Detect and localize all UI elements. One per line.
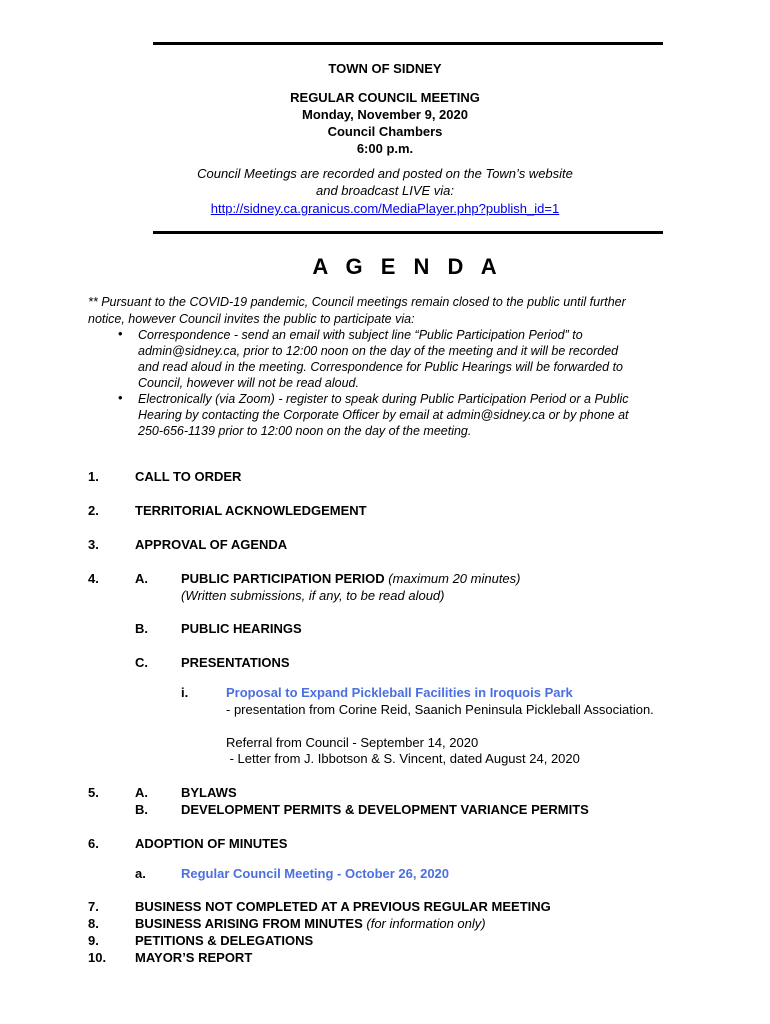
item-number: 2. (88, 503, 99, 518)
agenda-title: A G E N D A (312, 254, 503, 279)
presentation-detail: - presentation from Corine Reid, Saanich Peninsula Pickleball Association. (226, 702, 654, 717)
header-divider (153, 231, 663, 234)
item-number: 1. (88, 469, 99, 484)
item-number: 4. (88, 571, 99, 586)
item-number: 8. (88, 916, 99, 931)
bullet-marker: • (118, 390, 123, 405)
business-arising-label: BUSINESS ARISING FROM MINUTES (135, 916, 363, 931)
item-number: 9. (88, 933, 99, 948)
recorded-notice-line2: and broadcast LIVE via: (315, 183, 455, 198)
sub-letter: A. (135, 571, 148, 586)
broadcast-link[interactable]: http://sidney.ca.granicus.com/MediaPlayer.php?publish_id=1 (210, 201, 560, 216)
bullet-correspondence-line1: Correspondence - send an email with subject line “Public Participation Period” to (138, 328, 583, 342)
item-presentations: PRESENTATIONS (181, 655, 290, 670)
item-public-participation (181, 571, 521, 586)
item-petitions-delegations: PETITIONS & DELEGATIONS (135, 933, 314, 948)
sub-letter: C. (135, 655, 148, 670)
bullet-electronic-line1: Electronically (via Zoom) - register to speak during Public Participation Period or a Public (138, 392, 629, 406)
bullet-electronic-line3: 250-656-1139 prior to 12:00 noon on the day of the meeting. (138, 424, 472, 438)
item-approval-of-agenda: APPROVAL OF AGENDA (135, 537, 288, 552)
pickleball-proposal-link[interactable]: Proposal to Expand Pickleball Facilities in Iroquois Park (226, 685, 573, 700)
meeting-time: 6:00 p.m. (356, 141, 414, 156)
bullet-marker: • (118, 326, 123, 341)
item-mayors-report: MAYOR’S REPORT (135, 950, 253, 965)
public-participation-note: (maximum 20 minutes) (388, 571, 521, 586)
sub-letter: B. (135, 802, 148, 817)
sub-letter: a. (135, 866, 146, 881)
covid-notice-line1: ** Pursuant to the COVID-19 pandemic, Council meetings remain closed to the public until further (88, 295, 626, 309)
sub-letter: B. (135, 621, 148, 636)
referral-line: Referral from Council - September 14, 2020 (226, 735, 479, 750)
town-name: TOWN OF SIDNEY (328, 61, 442, 76)
bullet-electronic-line2: Hearing by contacting the Corporate Officer by email at admin@sidney.ca or by phone at (138, 408, 629, 422)
sub-letter: A. (135, 785, 148, 800)
public-participation-label: PUBLIC PARTICIPATION PERIOD (181, 571, 385, 586)
item-number: 6. (88, 836, 99, 851)
item-bylaws: BYLAWS (181, 785, 237, 800)
meeting-location: Council Chambers (327, 124, 443, 139)
letter-line: - Letter from J. Ibbotson & S. Vincent, dated August 24, 2020 (226, 751, 580, 766)
item-adoption-of-minutes: ADOPTION OF MINUTES (135, 836, 288, 851)
meeting-type: REGULAR COUNCIL MEETING (290, 90, 480, 105)
public-participation-note2: (Written submissions, if any, to be read aloud) (181, 588, 445, 603)
item-number: 7. (88, 899, 99, 914)
item-number: 5. (88, 785, 99, 800)
sub-numeral: i. (181, 685, 189, 700)
item-business-not-completed: BUSINESS NOT COMPLETED AT A PREVIOUS REGULAR MEETING (135, 899, 551, 914)
item-number: 3. (88, 537, 99, 552)
bullet-correspondence-line3: and read aloud in the meeting. Correspondence for Public Hearings will be forwarded to (138, 360, 624, 374)
bullet-correspondence-line2: admin@sidney.ca, prior to 12:00 noon on the day of the meeting and it will be recorded (138, 344, 619, 358)
recorded-notice-line1: Council Meetings are recorded and posted on the Town’s website (197, 166, 573, 181)
item-number: 10. (88, 950, 107, 965)
item-development-permits: DEVELOPMENT PERMITS & DEVELOPMENT VARIANCE PERMITS (181, 802, 589, 817)
item-business-arising (135, 916, 486, 931)
item-public-hearings: PUBLIC HEARINGS (181, 621, 302, 636)
meeting-date: Monday, November 9, 2020 (302, 107, 468, 122)
bullet-correspondence-line4: Council, however will not be read aloud. (138, 376, 359, 390)
top-divider (153, 42, 663, 45)
business-arising-note: (for information only) (366, 916, 486, 931)
covid-notice-line2: notice, however Council invites the public to participate via: (88, 312, 415, 326)
item-territorial-acknowledgement: TERRITORIAL ACKNOWLEDGEMENT (135, 503, 367, 518)
minutes-link[interactable]: Regular Council Meeting - October 26, 2020 (181, 866, 450, 881)
item-call-to-order: CALL TO ORDER (135, 469, 242, 484)
